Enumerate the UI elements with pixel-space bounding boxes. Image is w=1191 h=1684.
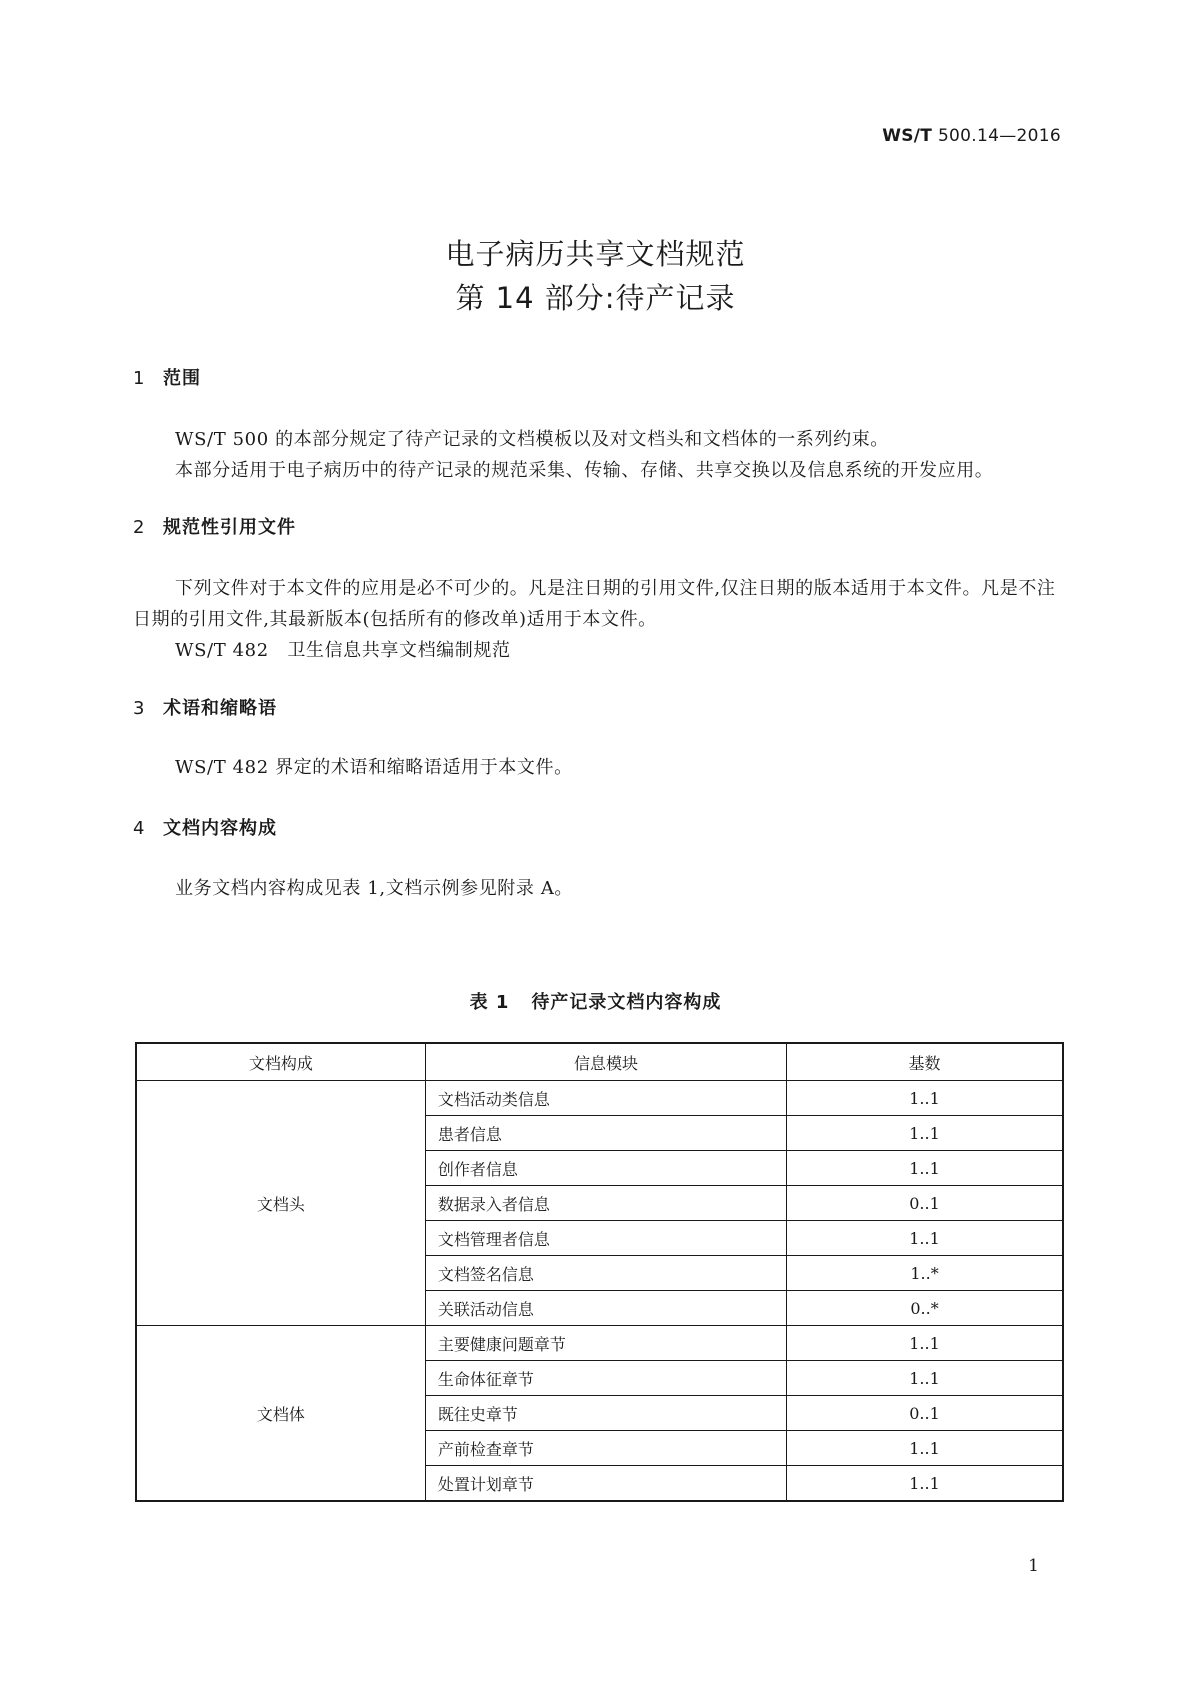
document-subtitle: 第 14 部分:待产记录 xyxy=(455,281,736,315)
section-number: 1 xyxy=(133,368,146,389)
paragraph: 本部分适用于电子病历中的待产记录的规范采集、传输、存储、共享交换以及信息系统的开发应用。 xyxy=(175,460,994,481)
section-number: 4 xyxy=(133,818,146,839)
column-header: 信息模块 xyxy=(425,1043,786,1081)
cardinality-cell: 1..1 xyxy=(787,1081,1063,1116)
cardinality-cell: 0..* xyxy=(787,1291,1063,1326)
module-cell: 文档管理者信息 xyxy=(425,1221,786,1256)
cardinality-cell: 0..1 xyxy=(787,1186,1063,1221)
section-title: 范围 xyxy=(163,368,201,389)
group-cell: 文档体 xyxy=(136,1326,425,1502)
table-caption xyxy=(0,988,1191,1014)
module-cell: 生命体征章节 xyxy=(425,1361,786,1396)
paragraph: 业务文档内容构成见表 1,文档示例参见附录 A。 xyxy=(175,878,574,899)
cardinality-cell: 1..1 xyxy=(787,1361,1063,1396)
table-header-row xyxy=(136,1043,1063,1081)
table-caption-number: 表 1 xyxy=(469,992,510,1013)
section-heading-terms xyxy=(133,694,277,720)
cardinality-cell: 1..* xyxy=(787,1256,1063,1291)
section-heading-content xyxy=(133,814,277,840)
column-header: 文档构成 xyxy=(136,1043,425,1081)
module-cell: 患者信息 xyxy=(425,1116,786,1151)
document-title: 电子病历共享文档规范 xyxy=(445,237,746,271)
table-caption-title: 待产记录文档内容构成 xyxy=(531,992,722,1013)
section-number: 2 xyxy=(133,517,146,538)
module-cell: 文档活动类信息 xyxy=(425,1081,786,1116)
module-cell: 产前检查章节 xyxy=(425,1431,786,1466)
section-heading-scope xyxy=(133,364,201,390)
section-heading-normative-references xyxy=(133,513,296,539)
standard-prefix: WS/T xyxy=(882,126,933,146)
paragraph: WS/T 500 的本部分规定了待产记录的文档模板以及对文档头和文档体的一系列约束。 xyxy=(175,429,889,450)
section-title: 术语和缩略语 xyxy=(163,698,277,719)
content-structure-table xyxy=(135,1042,1064,1502)
table-row xyxy=(136,1081,1063,1116)
module-cell: 数据录入者信息 xyxy=(425,1186,786,1221)
standard-code xyxy=(882,126,1061,146)
standard-number: 500.14—2016 xyxy=(937,126,1061,146)
module-cell: 处置计划章节 xyxy=(425,1466,786,1502)
group-cell: 文档头 xyxy=(136,1081,425,1326)
module-cell: 文档签名信息 xyxy=(425,1256,786,1291)
table-row xyxy=(136,1326,1063,1361)
cardinality-cell: 1..1 xyxy=(787,1221,1063,1256)
module-cell: 既往史章节 xyxy=(425,1396,786,1431)
module-cell: 主要健康问题章节 xyxy=(425,1326,786,1361)
cardinality-cell: 1..1 xyxy=(787,1151,1063,1186)
section-number: 3 xyxy=(133,698,146,719)
module-cell: 创作者信息 xyxy=(425,1151,786,1186)
page-number: 1 xyxy=(1028,1556,1039,1576)
reference-item: WS/T 482 卫生信息共享文档编制规范 xyxy=(175,640,511,661)
section-title: 文档内容构成 xyxy=(163,818,277,839)
module-cell: 关联活动信息 xyxy=(425,1291,786,1326)
paragraph: WS/T 482 界定的术语和缩略语适用于本文件。 xyxy=(175,757,573,778)
cardinality-cell: 0..1 xyxy=(787,1396,1063,1431)
section-title: 规范性引用文件 xyxy=(163,517,296,538)
cardinality-cell: 1..1 xyxy=(787,1326,1063,1361)
column-header: 基数 xyxy=(787,1043,1063,1081)
paragraph: 下列文件对于本文件的应用是必不可少的。凡是注日期的引用文件,仅注日期的版本适用于本文件。凡是不注日期的引用文件,其最新版本(包括所有的修改单)适用于本文件。 xyxy=(133,578,1056,630)
cardinality-cell: 1..1 xyxy=(787,1116,1063,1151)
cardinality-cell: 1..1 xyxy=(787,1431,1063,1466)
cardinality-cell: 1..1 xyxy=(787,1466,1063,1502)
